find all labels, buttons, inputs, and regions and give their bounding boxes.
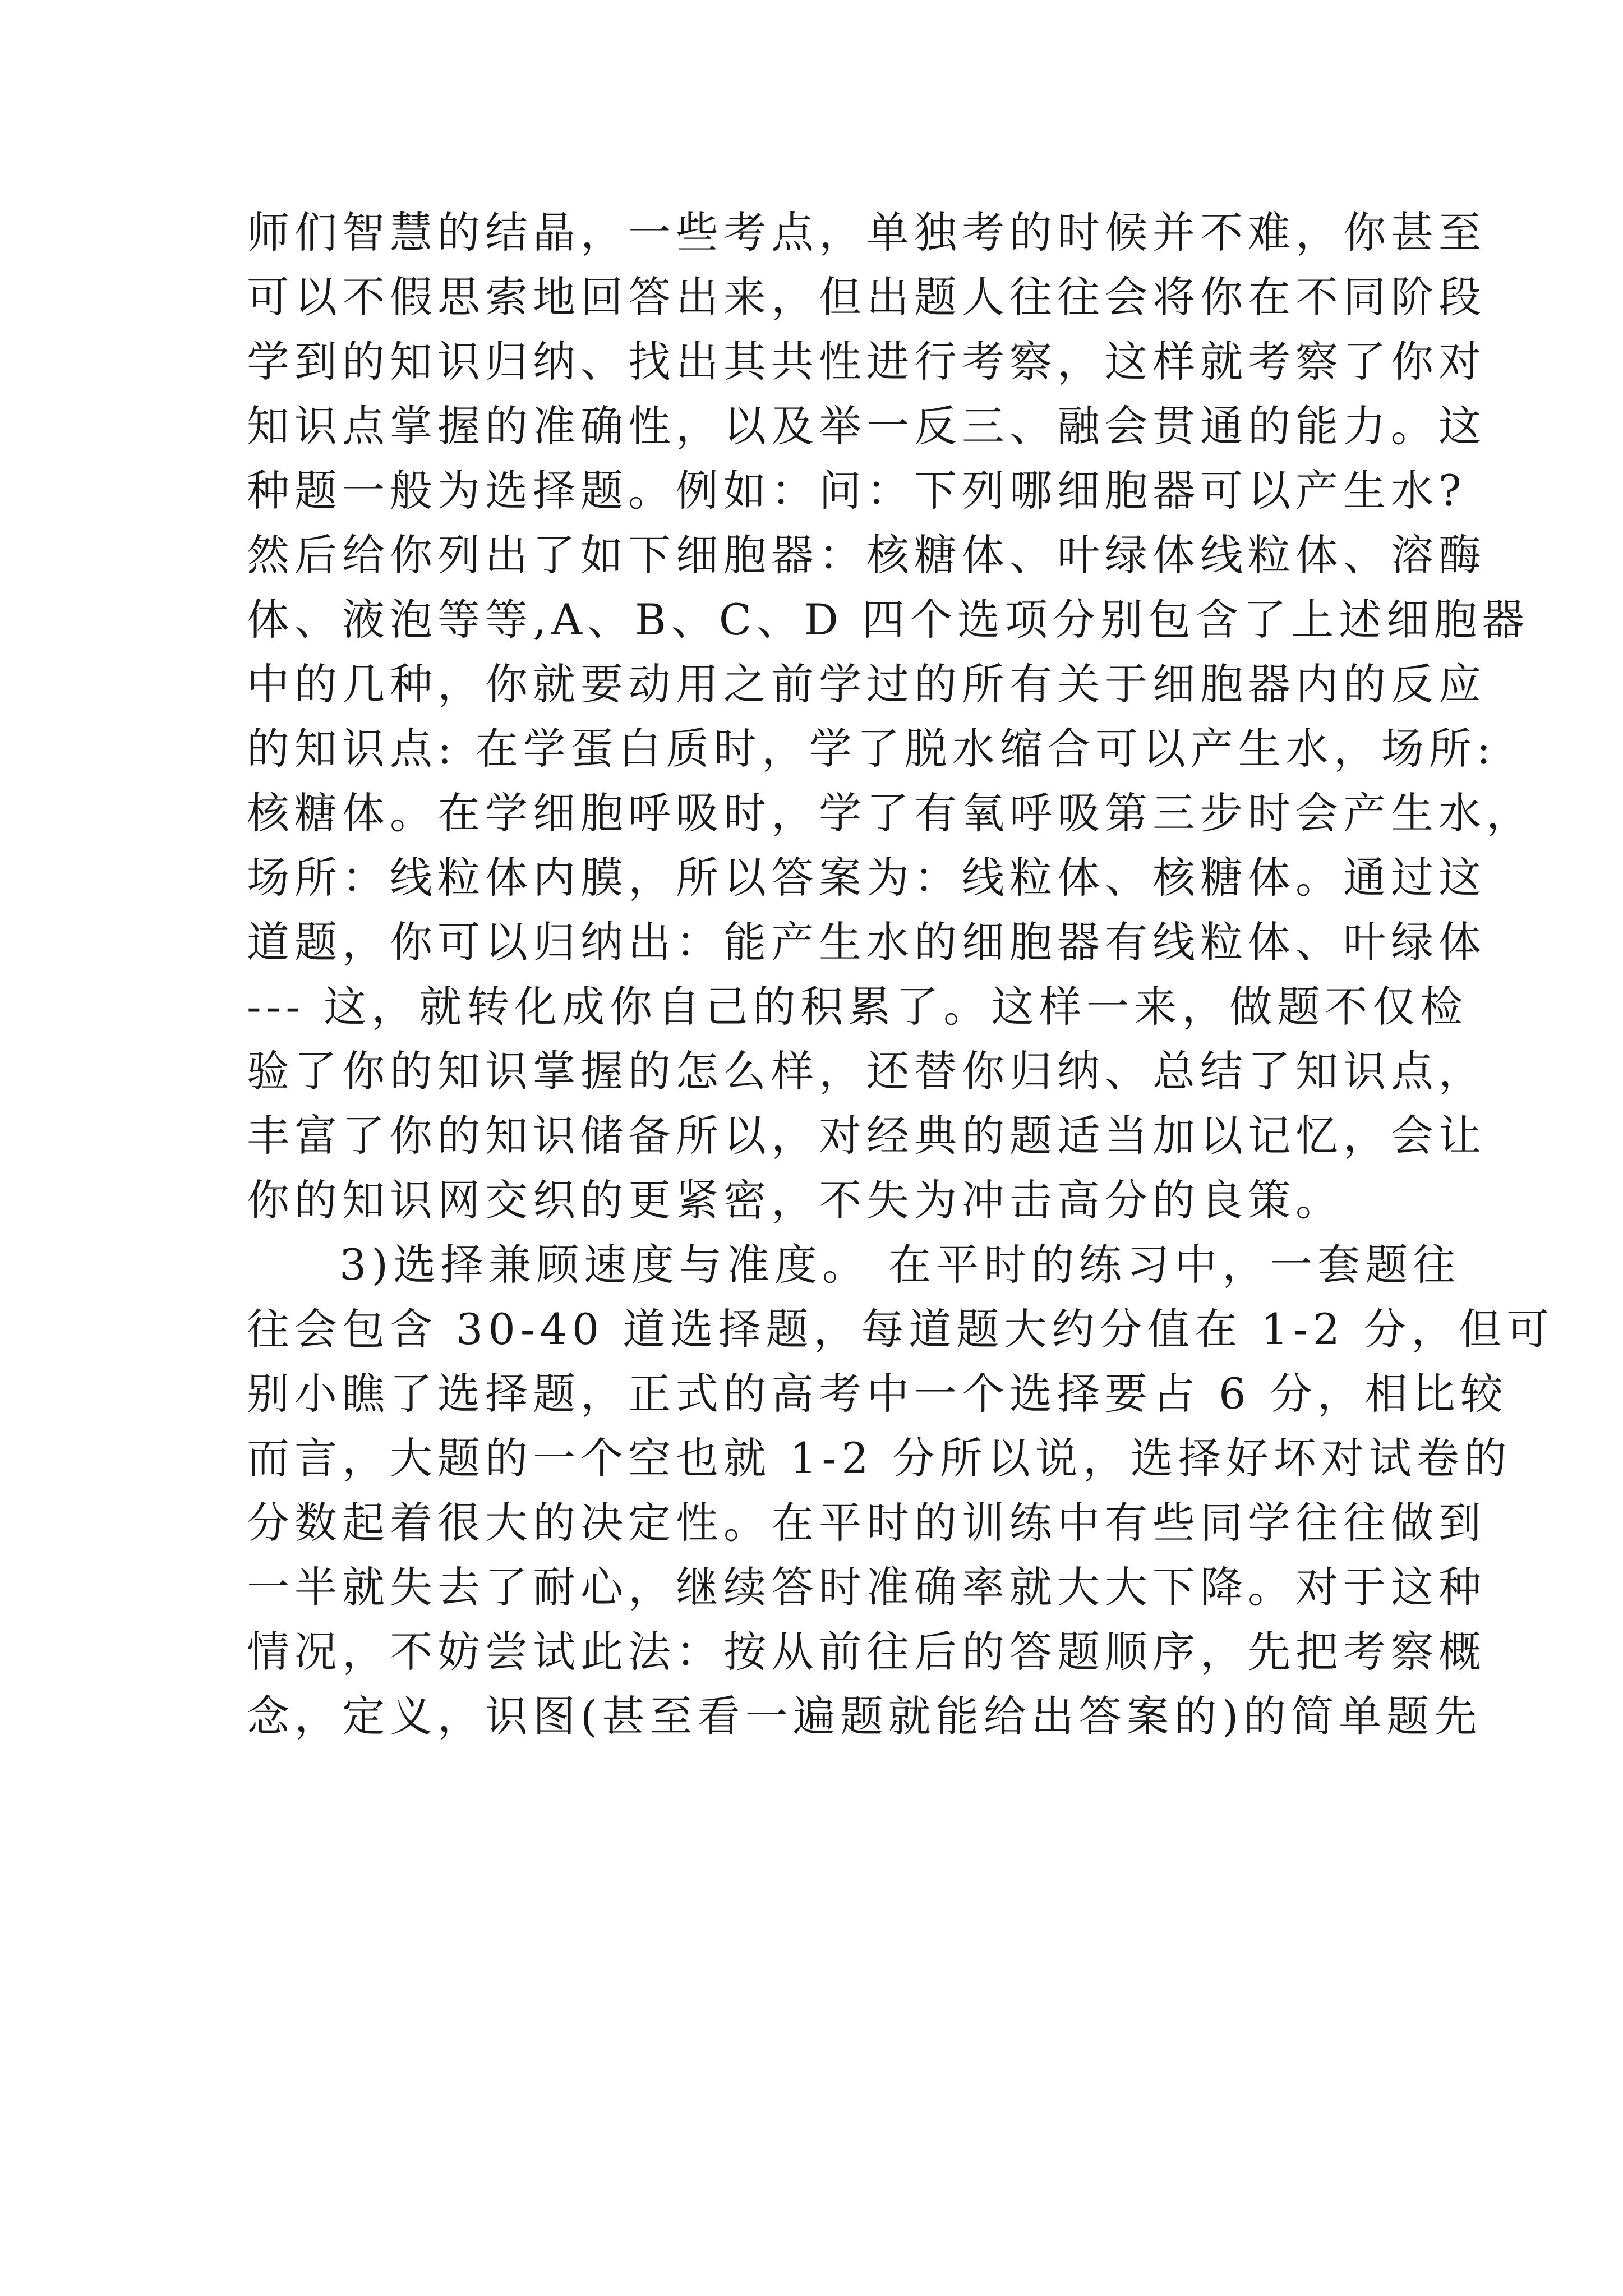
text-line: 师们智慧的结晶，一些考点，单独考的时候并不难，你甚至 — [247, 208, 1486, 257]
text-line: 分数起着很大的决定性。在平时的训练中有些同学往往做到 — [247, 1498, 1486, 1548]
text-line: 而言，大题的一个空也就 1-2 分所以说，选择好坏对试卷的 — [247, 1433, 1512, 1483]
text-line: 然后给你列出了如下细胞器：核糖体、叶绿体线粒体、溶酶 — [247, 530, 1486, 580]
text-line: 场所：线粒体内膜，所以答案为：线粒体、核糖体。通过这 — [247, 853, 1486, 903]
text-line: 你的知识网交织的更紧密，不失为冲击高分的良策。 — [247, 1175, 1343, 1225]
text-line: 学到的知识归纳、找出其共性进行考察，这样就考察了你对 — [247, 337, 1486, 386]
text-line: 别小瞧了选择题，正式的高考中一个选择要占 6 分，相比较 — [247, 1369, 1508, 1419]
text-line: 体、液泡等等,A、B、C、D 四个选项分别包含了上述细胞器 — [247, 595, 1530, 645]
text-line: 情况，不妨尝试此法：按从前往后的答题顺序，先把考察概 — [247, 1627, 1486, 1677]
text-line: 往会包含 30-40 道选择题，每道题大约分值在 1-2 分，但可 — [247, 1304, 1555, 1354]
text-line: 道题，你可以归纳出：能产生水的细胞器有线粒体、叶绿体 — [247, 917, 1486, 967]
paragraph-start-line: 3)选择兼顾速度与准度。 在平时的练习中，一套题往 — [339, 1240, 1461, 1290]
text-line: 丰富了你的知识储备所以，对经典的题适当加以记忆，会让 — [247, 1111, 1486, 1161]
text-line: 的知识点: 在学蛋白质时，学了脱水缩合可以产生水，场所: — [247, 724, 1496, 774]
text-line: 一半就失去了耐心，继续答时准确率就大大下降。对于这种 — [247, 1562, 1486, 1612]
text-line: 种题一般为选择题。例如：问：下列哪细胞器可以产生水? — [247, 466, 1467, 516]
text-line: 验了你的知识掌握的怎么样，还替你归纳、总结了知识点， — [247, 1046, 1486, 1096]
text-line: --- 这，就转化成你自己的积累了。这样一来，做题不仅检 — [247, 982, 1468, 1032]
text-line: 知识点掌握的准确性，以及举一反三、融会贯通的能力。这 — [247, 401, 1486, 451]
text-line: 核糖体。在学细胞呼吸时，学了有氧呼吸第三步时会产生水， — [247, 788, 1534, 838]
text-line: 可以不假思索地回答出来，但出题人往往会将你在不同阶段 — [247, 272, 1486, 322]
text-line: 念，定义，识图(甚至看一遍题就能给出答案的)的简单题先 — [247, 1691, 1482, 1741]
text-line: 中的几种，你就要动用之前学过的所有关于细胞器内的反应 — [247, 659, 1486, 709]
